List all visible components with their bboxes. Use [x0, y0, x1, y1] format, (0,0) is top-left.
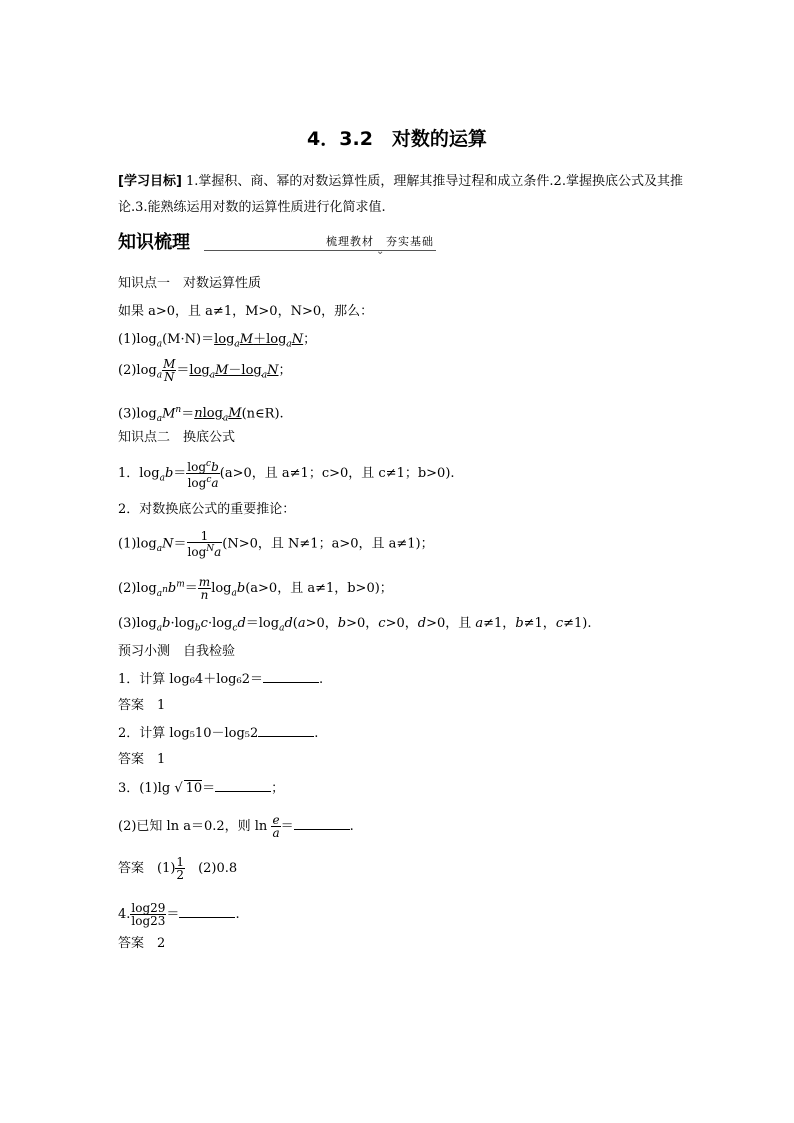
- kp2-corollary-1: $(1)\log_aN=$ $\frac{1}{\log^Na}$ (N>0，且 N≠1；a>0，且 a≠1)；: [118, 529, 434, 559]
- kp2-formula-2: 2．对数换底公式的重要推论：: [118, 502, 296, 517]
- kp2-formula-1: 1．$\log_ab=$ $\frac{\log^cb}{\log^ca}$ (a>0，且 a≠1；c>0，且 c≠1；b>0).: [118, 459, 455, 490]
- question-2: 2．计算 log₅10－log₅2 .: [118, 726, 319, 741]
- answer-blank: [179, 907, 235, 918]
- question-3-2: (2)已知 ln a＝0.2，则 ln $\frac{e}{a}$ ＝ .: [118, 813, 354, 840]
- answer-blank: [215, 781, 271, 792]
- answer-blank: [263, 672, 319, 683]
- practice-heading: 预习小测 自我检验: [118, 644, 236, 659]
- answer-4: 答案 2: [118, 936, 166, 951]
- section-heading: 知识梳理: [118, 232, 190, 253]
- sqrt-icon: √: [174, 781, 183, 796]
- answer-3: 答案 (1) $\frac{1}{2}$ (2)0.8: [118, 855, 238, 882]
- section-tag: 梳理教材 夯实基础: [326, 235, 434, 248]
- kp1-heading: 知识点一 对数运算性质: [118, 276, 262, 291]
- kp2-heading: 知识点二 换底公式: [118, 430, 236, 445]
- section-rule: [204, 250, 436, 251]
- kp1-property-2: $(2)\log_a$ $\frac{M}{N}$ $=\log_aM-\log_aN$；: [118, 357, 292, 384]
- kp1-property-1: $(1)\log_a(M\cdot N)=\log_aM+\log_aN$；: [118, 332, 317, 350]
- learning-goal: [118, 169, 683, 221]
- question-4: 4. $\frac{\log 29}{\log 23}$ ＝ .: [118, 901, 240, 928]
- question-1: 1．计算 log₆4＋log₆2＝ .: [118, 672, 324, 687]
- answer-1: 答案 1: [118, 698, 166, 713]
- kp2-corollary-2: $(2)\log_{a^n}b^m=$ $\frac{m}{n}$ $\log_ab(a>0$，且 a≠1，b>0)；: [118, 575, 393, 602]
- kp1-intro: 如果 a>0，且 a≠1，M>0，N>0，那么：: [118, 304, 374, 319]
- rule-mark-icon: ⌄: [376, 246, 385, 257]
- kp2-corollary-3: $(3)\log_ab\cdot\log_bc\cdot\log_cd=\log_ad(a>0$，b>0，c>0，d>0，且 a≠1，b≠1，c≠1).: [118, 616, 592, 634]
- goal-text: 1.掌握积、商、幂的对数运算性质，理解其推导过程和成立条件.2.掌握换底公式及其推论.3.能熟练运用对数的运算性质进行化简求值.: [118, 174, 683, 215]
- kp1-property-3: $(3)\log_aM^n=nlog_aM(n\in R)$.: [118, 405, 284, 424]
- question-3-1: 3．(1)lg √ 10＝ ；: [118, 781, 285, 796]
- section-header: [118, 228, 436, 257]
- answer-blank: [294, 819, 350, 830]
- answer-2: 答案 1: [118, 752, 166, 767]
- goal-label: [学习目标]: [118, 174, 182, 189]
- page-title: 4．3.2 对数的运算: [307, 128, 487, 150]
- answer-blank: [258, 726, 314, 737]
